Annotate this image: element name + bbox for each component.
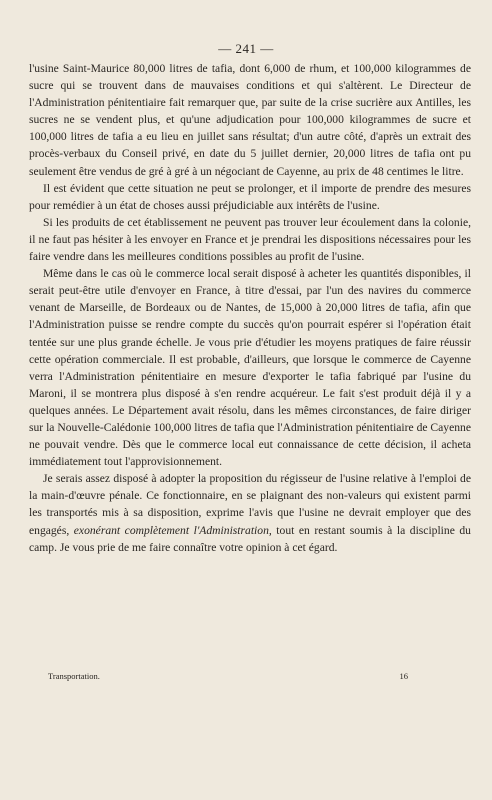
paragraph-1: l'usine Saint-Maurice 80,000 litres de tafia, dont 6,000 de rhum, et 100,000 kilogrammes de sucre qui se trouvent dans de mauvaises conditions et qui s'altèrent. Le Directeur de l'Administration pénitentiaire fait remarquer que, par suite de la crise sucrière aux Antilles, les sucres ne se vendent plus, et qu'une adjudication pour 100,000 kilogrammes de sucre et 100,000 litres de tafia a eu lieu en juillet sans résultat; d'un autre côté, d'après un extrait des procès-verbaux du Conseil privé, en date du 5 juillet dernier, 20,000 litres de tafia ont pu seulement être vendus de gré à gré à un négociant de Cayenne, au prix de 48 centimes le litre. bbox=[29, 62, 471, 178]
paragraph-5-text-after: tout en restant soumis à la discipline du camp. Je vous prie de me faire connaître votre opinion à cet égard. bbox=[29, 523, 471, 554]
paragraph-5-text-before: Je serais assez disposé à adopter la proposition du régisseur de l'usine relative à l'emploi de la main-d'œuvre pénale. Ce fonctionnaire, en se plaignant des non-valeurs qui existent parmi les transportés mis à sa disposition, exprime l'avis que l'usine ne devrait employer que des engagés, bbox=[29, 472, 471, 537]
footer-signature-mark: 16 bbox=[399, 671, 408, 681]
paragraph-5-italic-phrase: exonérant complètement l'Administration, bbox=[73, 523, 272, 537]
page-footer bbox=[48, 671, 408, 681]
paragraph-2: Il est évident que cette situation ne peut se prolonger, et il importe de prendre des mesures pour remédier à un état de choses aussi préjudiciable aux intérêts de l'usine. bbox=[29, 181, 471, 212]
page-number: — 241 — bbox=[218, 41, 274, 56]
paragraph-3: Si les produits de cet établissement ne peuvent pas trouver leur écoulement dans la colonie, il ne faut pas hésiter à les envoyer en France et je prendrai les dispositions nécessaires pour les faire vendre dans les meilleures conditions possibles au profit de l'usine. bbox=[29, 215, 471, 264]
footer-section-title: Transportation. bbox=[48, 671, 100, 681]
paragraph-5 bbox=[29, 470, 471, 555]
body-text bbox=[29, 60, 471, 556]
paragraph-4: Même dans le cas où le commerce local serait disposé à acheter les quantités disponibles, il serait peut-être utile d'envoyer en France, à titre d'essai, par l'un des navires du commerce venant de Marseille, de Bordeaux ou de Nantes, de 15,000 à 20,000 litres de tafia, afin que l'Administration puisse se rendre compte du succès qu'on pourrait espérer si l'opération était tentée sur une plus grande échelle. Je vous prie d'étudier les moyens pratiques de faire réussir cette opération commerciale. Il est probable, d'ailleurs, que lorsque le commerce de Cayenne verra l'Administration pénitentiaire en mesure d'exporter le tafia fabriqué par l'usine du Maroni, il se montrera plus disposé à s'en rendre acquéreur. Le fait s'est produit déjà il y a quelques années. Le Département avait résolu, dans les mêmes circonstances, de faire diriger sur la Nouvelle-Calédonie 100,000 litres de tafia que l'Administration pénitentiaire de Cayenne ne pouvait vendre. Dès que le commerce local eut connaissance de cette décision, il acheta immédiatement tout l'approvisionnement. bbox=[29, 267, 471, 469]
